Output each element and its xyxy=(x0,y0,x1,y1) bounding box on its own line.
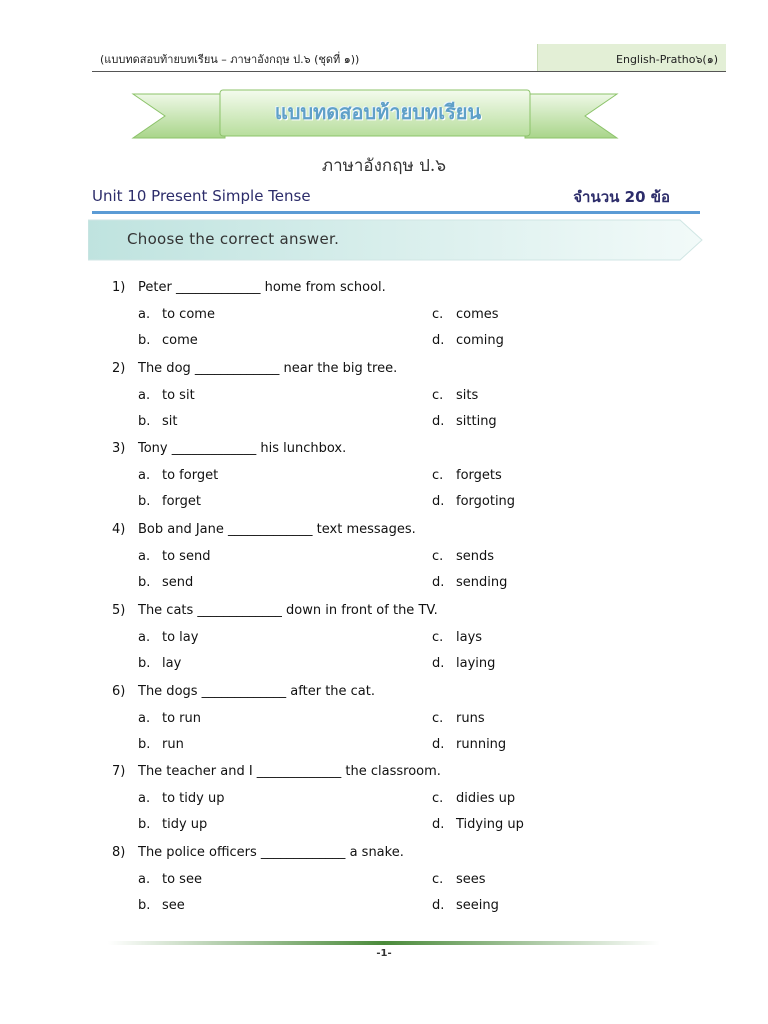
option-text: forgets xyxy=(456,468,502,484)
option-text: sending xyxy=(456,575,508,591)
option-text: sits xyxy=(456,387,479,403)
option-text: runs xyxy=(456,710,485,726)
option-letter: a. xyxy=(138,549,151,565)
option-b[interactable] xyxy=(138,656,181,671)
option-a[interactable] xyxy=(138,630,198,645)
option-a[interactable] xyxy=(138,711,201,726)
header-divider xyxy=(92,71,726,72)
option-c[interactable] xyxy=(432,307,499,322)
option-text: comes xyxy=(456,307,499,322)
option-letter: a. xyxy=(138,468,151,484)
option-text: didies up xyxy=(456,791,516,807)
option-b[interactable] xyxy=(138,414,177,429)
option-a[interactable] xyxy=(138,872,202,887)
option-text: sends xyxy=(456,549,495,565)
option-text: to tidy up xyxy=(162,791,225,807)
option-letter: a. xyxy=(138,710,151,726)
question-text: The dogs _____________ after the cat. xyxy=(138,683,376,699)
option-a[interactable] xyxy=(138,549,210,564)
unit-divider xyxy=(92,211,700,214)
option-a[interactable] xyxy=(138,307,215,322)
option-letter: b. xyxy=(138,897,151,913)
page-number: -1- xyxy=(376,948,392,959)
subject-title: ภาษาอังกฤษ ป.๖ xyxy=(321,156,447,176)
option-text: to sit xyxy=(162,387,195,403)
option-b[interactable] xyxy=(138,817,207,832)
option-d[interactable] xyxy=(432,494,515,509)
option-text: seeing xyxy=(456,897,499,913)
option-letter: d. xyxy=(432,494,445,510)
question-text: The police officers _____________ a snake. xyxy=(138,844,404,860)
option-c[interactable] xyxy=(432,872,486,887)
option-letter: a. xyxy=(138,629,151,645)
option-a[interactable] xyxy=(138,468,218,483)
option-text: coming xyxy=(456,333,504,348)
option-letter: a. xyxy=(138,387,151,403)
option-d[interactable] xyxy=(432,333,504,348)
option-letter: d. xyxy=(432,575,445,591)
question-text: Bob and Jane _____________ text messages. xyxy=(138,522,416,538)
option-letter: d. xyxy=(432,333,445,348)
option-text: sees xyxy=(456,871,486,887)
header-left-text: (แบบทดสอบท้ายบทเรียน – ภาษาอังกฤษ ป.๖ (ชุดที่ ๑)) xyxy=(100,53,360,66)
option-letter: c. xyxy=(432,307,444,322)
option-c[interactable] xyxy=(432,468,502,483)
option-letter: c. xyxy=(432,791,444,807)
option-text: sit xyxy=(162,413,178,429)
option-c[interactable] xyxy=(432,549,494,564)
option-d[interactable] xyxy=(432,414,497,429)
option-letter: c. xyxy=(432,468,444,484)
option-letter: b. xyxy=(138,736,151,752)
question-text: Peter _____________ home from school. xyxy=(138,280,386,295)
option-text: to lay xyxy=(162,629,199,645)
option-text: come xyxy=(162,333,198,348)
option-text: to send xyxy=(162,549,211,565)
option-text: lay xyxy=(162,655,182,671)
option-letter: b. xyxy=(138,413,151,429)
question-number: 8) xyxy=(112,844,126,860)
option-d[interactable] xyxy=(432,898,499,913)
option-a[interactable] xyxy=(138,388,195,403)
option-text: to forget xyxy=(162,468,219,484)
question-number: 4) xyxy=(112,522,126,538)
option-letter: c. xyxy=(432,387,444,403)
option-letter: a. xyxy=(138,871,151,887)
question-number: 7) xyxy=(112,764,126,780)
question-text: The cats _____________ down in front of the TV. xyxy=(138,602,438,618)
option-b[interactable] xyxy=(138,333,198,348)
option-letter: b. xyxy=(138,575,151,591)
question-number: 2) xyxy=(112,360,126,376)
option-a[interactable] xyxy=(138,791,224,806)
option-letter: c. xyxy=(432,629,444,645)
question-count: จำนวน 20 ข้อ xyxy=(573,188,670,206)
option-text: see xyxy=(162,897,185,913)
option-text: sitting xyxy=(456,413,497,429)
option-text: run xyxy=(162,736,184,752)
option-letter: d. xyxy=(432,897,445,913)
option-text: forgoting xyxy=(456,494,516,510)
option-letter: c. xyxy=(432,549,444,565)
question-number: 3) xyxy=(112,441,126,457)
option-text: tidy up xyxy=(162,817,208,833)
option-letter: a. xyxy=(138,307,151,322)
option-text: lays xyxy=(456,629,483,645)
option-letter: c. xyxy=(432,710,444,726)
option-text: Tidying up xyxy=(456,817,524,833)
option-letter: b. xyxy=(138,494,151,510)
option-b[interactable] xyxy=(138,737,184,752)
option-text: to come xyxy=(162,307,215,322)
option-text: running xyxy=(456,736,507,752)
option-letter: b. xyxy=(138,817,151,833)
question-number: 5) xyxy=(112,602,126,618)
option-text: to see xyxy=(162,871,202,887)
option-text: to run xyxy=(162,710,202,726)
option-b[interactable] xyxy=(138,494,201,509)
question-text: Tony _____________ his lunchbox. xyxy=(138,441,347,457)
option-text: forget xyxy=(162,494,201,510)
footer-divider xyxy=(108,940,660,946)
question-text: The teacher and I _____________ the classroom. xyxy=(138,764,441,780)
unit-title: Unit 10 Present Simple Tense xyxy=(92,187,311,205)
option-c[interactable] xyxy=(432,630,482,645)
banner-title: แบบทดสอบท้ายบทเรียน xyxy=(274,100,482,124)
option-letter: d. xyxy=(432,817,445,833)
header-right-text: English-Pratho๖(๑) xyxy=(616,53,718,66)
option-c[interactable] xyxy=(432,791,515,806)
option-d[interactable] xyxy=(432,817,524,832)
option-d[interactable] xyxy=(432,737,506,752)
question-text: The dog _____________ near the big tree. xyxy=(138,360,398,376)
option-letter: d. xyxy=(432,655,445,671)
option-d[interactable] xyxy=(432,656,495,671)
option-b[interactable] xyxy=(138,898,185,913)
option-c[interactable] xyxy=(432,711,485,726)
option-letter: b. xyxy=(138,333,151,348)
option-c[interactable] xyxy=(432,388,478,403)
question-number: 1) xyxy=(112,280,126,295)
option-d[interactable] xyxy=(432,575,507,590)
option-letter: d. xyxy=(432,413,445,429)
question-number: 6) xyxy=(112,683,126,699)
option-text: laying xyxy=(456,655,496,671)
option-letter: d. xyxy=(432,736,445,752)
option-letter: c. xyxy=(432,871,444,887)
option-b[interactable] xyxy=(138,575,193,590)
instruction-text: Choose the correct answer. xyxy=(127,230,340,248)
option-letter: a. xyxy=(138,791,151,807)
option-text: send xyxy=(162,575,194,591)
option-letter: b. xyxy=(138,655,151,671)
